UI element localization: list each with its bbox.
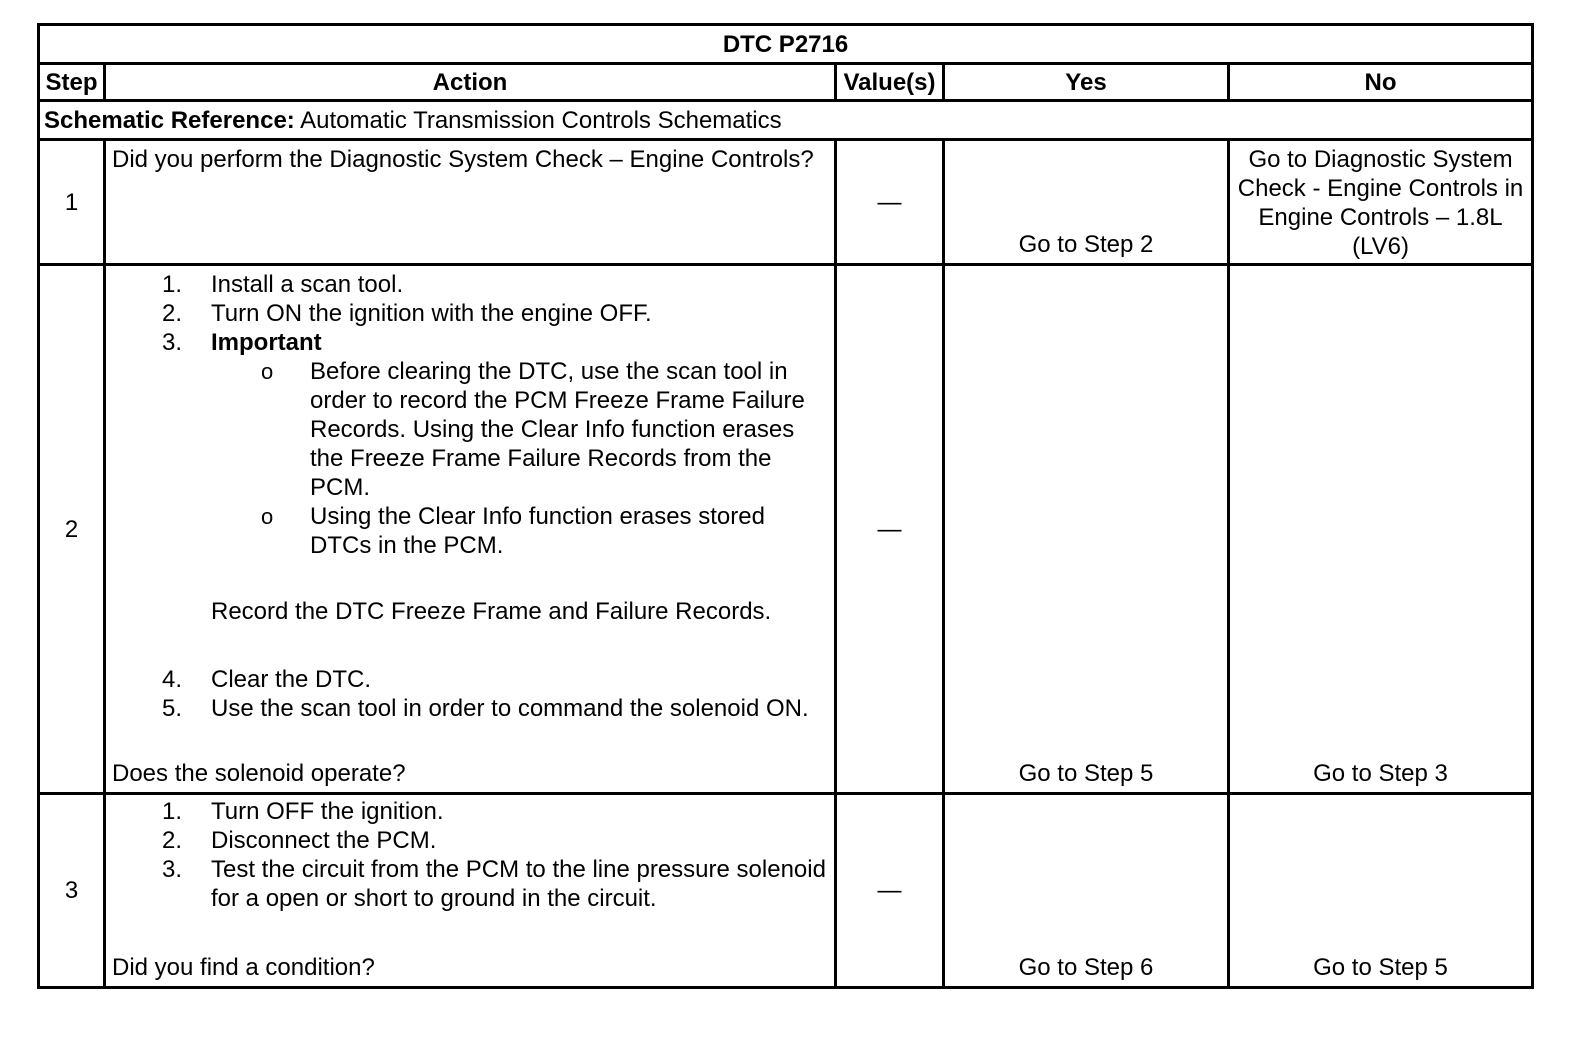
list-item: o Before clearing the DTC, use the scan tool in order to record the PCM Freeze Frame Failure Records. Using the Clear Info function erases the Freeze Frame Failure Records from the PCM. <box>261 358 805 501</box>
no-cell: Go to Step 5 <box>1229 794 1533 988</box>
header-no: No <box>1229 64 1533 101</box>
record-instruction: Record the DTC Freeze Frame and Failure Records. <box>211 598 772 625</box>
header-values: Value(s) <box>836 64 944 101</box>
list-item: o Using the Clear Info function erases stored DTCs in the PCM. <box>261 503 765 559</box>
action-question: Did you find a condition? <box>112 954 375 981</box>
yes-cell: Go to Step 5 <box>944 265 1229 794</box>
list-item: 3. Test the circuit from the PCM to the line pressure solenoid for a open or short to ground in the circuit. <box>162 856 826 912</box>
table-row <box>39 140 1533 265</box>
header-step: Step <box>39 64 105 101</box>
action-steps-continued <box>112 665 828 723</box>
dtc-table <box>37 23 1534 989</box>
step-number: 1 <box>39 140 105 265</box>
table-row <box>39 265 1533 794</box>
yes-cell: Go to Step 2 <box>944 140 1229 265</box>
header-action: Action <box>105 64 836 101</box>
important-notes <box>211 357 828 560</box>
action-cell <box>105 140 836 265</box>
action-cell <box>105 794 836 988</box>
action-steps <box>112 797 828 913</box>
step-number: 3 <box>39 794 105 988</box>
list-item: 2. Turn ON the ignition with the engine OFF. <box>162 300 652 327</box>
list-item: 1. Turn OFF the ignition. <box>162 798 444 825</box>
value-cell: — <box>836 794 944 988</box>
value-cell: — <box>836 140 944 265</box>
action-cell <box>105 265 836 794</box>
action-question: Does the solenoid operate? <box>112 760 406 787</box>
action-steps <box>112 270 828 560</box>
table-title: DTC P2716 <box>39 25 1533 64</box>
schematic-link-text: Automatic Transmission Controls Schematics <box>300 106 782 134</box>
list-item: 1. Install a scan tool. <box>162 271 404 298</box>
list-item: 4. Clear the DTC. <box>162 666 372 693</box>
value-cell: — <box>836 265 944 794</box>
table-row <box>39 794 1533 988</box>
yes-cell: Go to Step 6 <box>944 794 1229 988</box>
no-cell: Go to Diagnostic System Check - Engine Controls in Engine Controls – 1.8L (LV6) <box>1229 140 1533 265</box>
schematic-reference <box>39 101 1533 140</box>
step-number: 2 <box>39 265 105 794</box>
schematic-label: Schematic Reference: <box>44 106 295 134</box>
header-yes: Yes <box>944 64 1229 101</box>
action-question: Did you perform the Diagnostic System Check – Engine Controls? <box>112 146 814 173</box>
list-item: 3. Important o Before clearing the DTC, use the scan tool in order to record the PCM Freeze Frame Failure Records. Using the Clear Info function erases the Freeze Frame Failure Records from the PCM. o Using the Clear Info function erases stored DTCs in the PCM. <box>112 328 828 560</box>
no-cell: Go to Step 3 <box>1229 265 1533 794</box>
important-label: Important <box>211 329 322 356</box>
list-item: 2. Disconnect the PCM. <box>162 827 437 854</box>
list-item: 5. Use the scan tool in order to command the solenoid ON. <box>162 695 809 722</box>
